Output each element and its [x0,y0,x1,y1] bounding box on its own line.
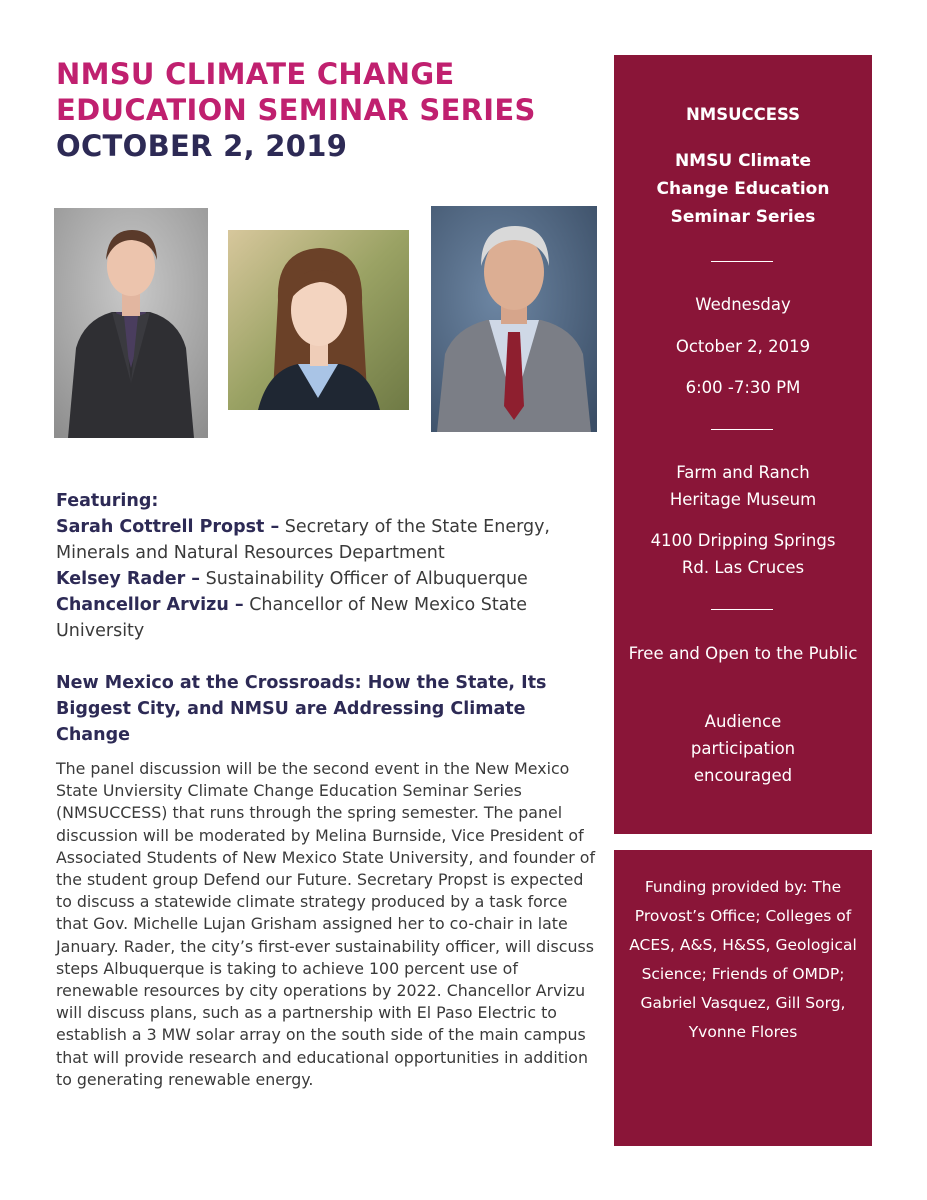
event-day: Wednesday [695,295,791,314]
speaker-name: Chancellor Arvizu – [56,595,244,615]
speaker-role: Sustainability Officer of Albuquerque [200,569,528,589]
speaker-name: Sarah Cottrell Propst – [56,517,280,537]
speaker-photo-propst [54,208,208,438]
featuring-heading: Featuring: [56,491,159,511]
speaker-entry [56,514,601,566]
series-name: NMSU Climate Change Education Seminar Series [656,151,830,227]
participation-note: Audience participation encouraged [690,712,796,785]
event-date-title: OCTOBER 2, 2019 [56,129,348,163]
series-brand: NMSUCCESS [685,105,801,124]
divider [711,429,773,430]
event-date: October 2, 2019 [675,337,811,356]
admission-note: Free and Open to the Public [628,644,858,663]
funding-text: Funding provided by: The Provost’s Office; Colleges of ACES, A&S, H&SS, Geological Science; Friends of OMDP; Gabriel Vasquez, Gill Sorg, Yvonne Flores [629,878,857,1041]
title-line-1: NMSU CLIMATE CHANGE [56,57,455,91]
speaker-entry [56,566,601,592]
divider [711,609,773,610]
event-info-sidebar [614,55,872,834]
speaker-name: Kelsey Rader – [56,569,201,589]
funding-box [614,850,872,1146]
featuring-section [56,488,601,644]
article-heading: New Mexico at the Crossroads: How the State, Its Biggest City, and NMSU are Addressing Climate Change [56,673,547,745]
speaker-role: Chancellor of New Mexico State University [56,595,528,641]
event-time: 6:00 -7:30 PM [685,378,801,397]
speaker-role: Secretary of the State Energy, Minerals and Natural Resources Department [56,517,550,563]
speaker-entry [56,592,601,644]
page-title [56,56,596,164]
speaker-photo-arvizu [431,206,597,432]
divider [711,261,773,262]
speaker-photo-rader [228,230,409,410]
event-address: 4100 Dripping Springs Rd. Las Cruces [650,531,836,577]
event-venue: Farm and Ranch Heritage Museum [669,463,817,509]
article-body: The panel discussion will be the second event in the New Mexico State Unviersity Climate Change Education Seminar Series (NMSUCCESS) that runs through the spring semester. The panel discussion will be moderated by Melina Burnside, Vice President of Associated Students of New Mexico State University, and founder of the student group Defend our Future. Secretary Propst is expected to discuss a statewide climate strategy produced by a task force that Gov. Michelle Lujan Grisham assigned her to co-chair in late January. Rader, the city’s first-ever sustainability officer, will discuss steps Albuquerque is taking to achieve 100 percent use of renewable resources by city operations by 2022. Chancellor Arvizu will discuss plans, such as a partnership with El Paso Electric to establish a 3 MW solar array on the south side of the main campus that will provide research and educational opportunities in addition to generating renewable energy. [56,759,596,1089]
title-line-2: EDUCATION SEMINAR SERIES [56,93,536,127]
